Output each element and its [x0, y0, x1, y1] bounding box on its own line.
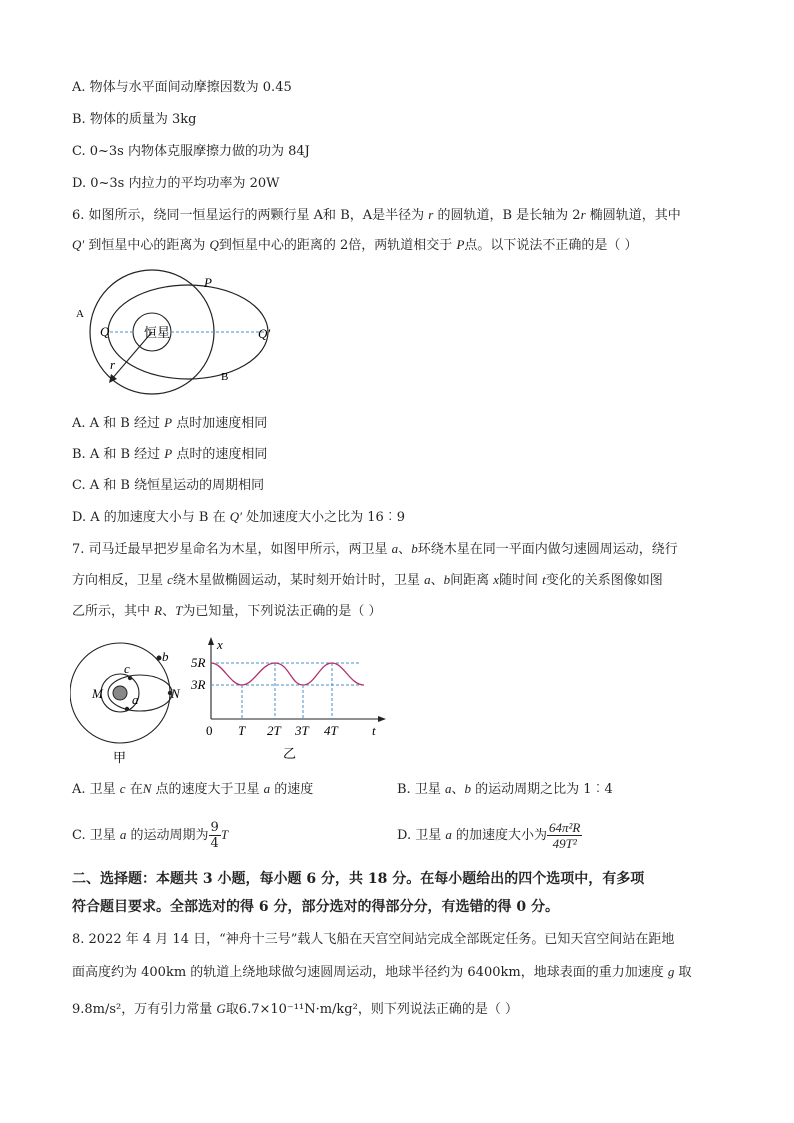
q7-option-c: [72, 812, 228, 858]
stem-text: 间距离: [450, 573, 494, 588]
q5-option-c: C. 0~3s 内物体克服摩擦力做的功为 84J: [72, 144, 310, 159]
q6-stem-text: 到恒星中心的距离为: [84, 238, 210, 253]
option-text: D. A 的加速度大小与 B 在: [72, 510, 230, 525]
label-c: c: [124, 661, 130, 676]
stem-text: 取6.7×10⁻¹¹N·m/kg²，则下列说法正确的是（ ）: [225, 1002, 518, 1017]
stem-text: 绕木星做椭圆运动，某时刻开始计时，卫星: [172, 573, 425, 588]
q7-stem-line2: [72, 571, 663, 590]
tick-t1: T: [238, 723, 246, 738]
var-r: R: [154, 603, 163, 618]
label-t: t: [372, 723, 376, 738]
option-text: B. 卫星: [397, 782, 445, 797]
stem-text: 、: [398, 542, 412, 557]
q5-option-a: A. 物体与水平面间动摩擦因数为 0.45: [72, 80, 292, 95]
star-label: 恒星: [144, 325, 171, 340]
fraction-numerator: 64π²R: [549, 820, 581, 835]
q5-option-b: B. 物体的质量为 3kg: [72, 112, 197, 127]
label-a: a: [132, 692, 139, 707]
jupiter-dot: [113, 686, 127, 700]
var-a: a: [119, 827, 127, 842]
option-text: 的加速度大小为: [451, 828, 547, 843]
option-text: 、: [451, 782, 465, 797]
var-n: N: [142, 781, 152, 796]
q6-stem-text: 6. 如图所示，绕同一恒星运行的两颗行星 A和 B，A是半径为: [72, 208, 429, 223]
option-text: D. 卫星: [397, 828, 446, 843]
var-a: a: [391, 541, 399, 556]
label-p: P: [204, 275, 212, 290]
q8-stem-line3: [72, 1000, 518, 1019]
var-t: t: [542, 572, 546, 587]
option-text: 点的速度大于卫星: [151, 782, 264, 797]
stem-text: 变化的关系图像如图: [545, 573, 663, 588]
distance-curve: [211, 663, 364, 685]
stem-text: 随时间: [499, 573, 543, 588]
var-g: g: [667, 964, 675, 979]
q7-option-d: [397, 812, 582, 858]
satellite-c-dot: [128, 676, 132, 680]
var-b: b: [443, 572, 451, 587]
q7-figure-jia: [70, 640, 190, 770]
q6-stem-text: 椭圆轨道，其中: [585, 208, 681, 223]
label-q: Q: [100, 324, 110, 339]
q6-option-c: C. A 和 B 绕恒星运动的周期相同: [72, 478, 265, 493]
label-r: r: [110, 357, 116, 372]
var-t: T: [220, 827, 229, 842]
q6-stem-text: 到恒星中心的距离的 2倍，两轨道相交于: [218, 238, 457, 253]
stem-text: 9.8m/s²，万有引力常量: [72, 1002, 217, 1017]
tick-3r: 3R: [191, 677, 206, 692]
t-axis-arrow: [378, 716, 386, 722]
q6-stem-text: 点。以下说法不正确的是（ ）: [464, 238, 638, 253]
fraction-denominator: 4: [210, 836, 219, 851]
stem-text: 7. 司马迁最早把岁星命名为木星，如图甲所示，两卫星: [72, 542, 392, 557]
q6-var-q: Q: [209, 237, 219, 252]
option-text: 的速度: [270, 782, 314, 797]
stem-text: 乙所示，其中: [72, 604, 155, 619]
caption-jia: 甲: [113, 750, 127, 765]
q6-orbit-figure: [70, 262, 300, 402]
option-text: 在: [125, 782, 143, 797]
option-text: C. 卫星: [72, 828, 120, 843]
label-m: M: [92, 686, 103, 701]
q6-var-r: r: [428, 207, 434, 222]
var-x: x: [493, 572, 499, 587]
stem-text: 、: [162, 604, 176, 619]
option-text: B. A 和 B 经过: [72, 447, 165, 462]
stem-text: 、: [430, 573, 444, 588]
fraction-acceleration: [547, 820, 582, 851]
option-text: 点时加速度相同: [172, 416, 268, 431]
tick-origin: 0: [206, 723, 213, 738]
option-text: 处加速度大小之比为 16︰9: [241, 510, 406, 525]
section-2-heading-line1: 二、选择题：本题共 3 小题，每小题 6 分，共 18 分。在每小题给出的四个选项中，有多项: [72, 871, 645, 887]
var-a: a: [445, 827, 452, 842]
satellite-a-dot: [125, 707, 129, 711]
label-n: N: [171, 686, 180, 701]
var-b: b: [464, 781, 471, 796]
stem-text: 环绕木星在同一平面内做匀速圆周运动，绕行: [417, 542, 678, 557]
var-g-const: G: [216, 1001, 226, 1016]
q7-stem-line3: [72, 602, 381, 621]
option-text: A. A 和 B 经过: [72, 416, 165, 431]
q6-var-r: r: [580, 207, 586, 222]
q7-figure-yi: [190, 633, 390, 773]
q6-stem-line2: [72, 236, 638, 255]
label-a: A: [76, 308, 84, 320]
option-text: 的运动周期之比为 1︰4: [470, 782, 613, 797]
q8-stem-line1: 8. 2022 年 4 月 14 日，“神舟十三号”载人飞船在天宫空间站完成全部既定任务。已知天宫空间站在距地: [72, 932, 675, 947]
option-text: A. 卫星: [72, 782, 120, 797]
fraction-denominator: 49T²: [552, 836, 577, 851]
var-c: c: [119, 781, 126, 796]
q6-var-p: P: [456, 237, 465, 252]
option-text: 的运动周期为: [126, 828, 209, 843]
var-t: T: [175, 603, 183, 618]
tick-t3: 3T: [295, 723, 309, 738]
section-2-heading-line2: 符合题目要求。全部选对的得 6 分，部分选对的得部分分，有选错的得 0 分。: [72, 899, 559, 915]
q6-var-qprime: Q′: [72, 237, 85, 252]
q5-option-d: D. 0~3s 内拉力的平均功率为 20W: [72, 176, 280, 191]
q6-option-a: [72, 414, 267, 433]
q7-option-b: [397, 780, 613, 799]
q6-stem-line1: [72, 206, 681, 225]
label-x: x: [217, 637, 223, 652]
var-a: a: [263, 781, 271, 796]
satellite-b-dot: [157, 656, 162, 661]
stem-text: 为已知量，下列说法正确的是（ ）: [182, 604, 382, 619]
fraction-numerator: 9: [210, 820, 219, 835]
tick-t4: 4T: [324, 723, 338, 738]
label-b: b: [162, 649, 169, 664]
var-p: P: [164, 446, 173, 461]
var-b: b: [411, 541, 418, 556]
var-q-prime: Q′: [229, 509, 242, 524]
var-p: P: [164, 415, 173, 430]
tick-t2: 2T: [267, 723, 281, 738]
q8-stem-line2: [72, 963, 691, 982]
q6-option-b: [72, 445, 267, 464]
stem-text: 方向相反，卫星: [72, 573, 168, 588]
label-q-prime: Q′: [258, 326, 271, 341]
caption-yi: 乙: [283, 746, 297, 761]
label-b: B: [221, 371, 229, 383]
q6-stem-text: 的圆轨道，B 是长轴为 2: [433, 208, 581, 223]
var-a: a: [424, 572, 431, 587]
var-c: c: [167, 572, 173, 587]
q7-option-a: [72, 780, 313, 799]
stem-text: 取: [674, 965, 692, 980]
q6-option-d: [72, 508, 405, 527]
option-text: 点时的速度相同: [172, 447, 268, 462]
stem-text: 面高度约为 400km 的轨道上绕地球做匀速圆周运动，地球半径约为 6400km，地球表面的重力加速度: [72, 965, 668, 980]
var-a: a: [444, 781, 452, 796]
q7-stem-line1: [72, 540, 678, 559]
tick-5r: 5R: [191, 655, 206, 670]
fraction-9-4: [209, 820, 221, 851]
x-axis-arrow: [208, 637, 214, 645]
